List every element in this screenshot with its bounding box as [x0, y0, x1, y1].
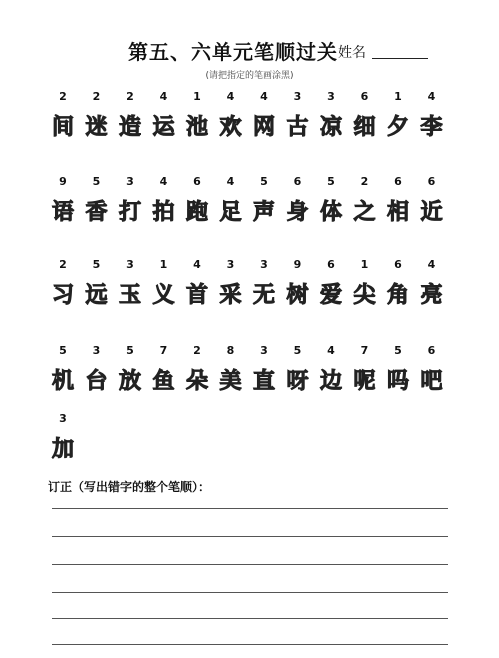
- stroke-number: 5: [327, 175, 335, 188]
- hollow-character[interactable]: 呀: [286, 369, 309, 394]
- stroke-number: 9: [59, 175, 67, 188]
- hollow-character[interactable]: 拍: [152, 200, 175, 225]
- stroke-number: 6: [293, 175, 302, 188]
- stroke-number: 6: [427, 175, 436, 188]
- hollow-character[interactable]: 首: [185, 283, 208, 308]
- hollow-character[interactable]: 树: [286, 283, 309, 308]
- instruction-subtitle: (请把指定的笔画涂黑): [205, 71, 294, 81]
- hollow-character[interactable]: 细: [353, 115, 376, 140]
- hollow-character[interactable]: 玉: [118, 283, 141, 308]
- stroke-number: 6: [394, 175, 402, 188]
- answer-line[interactable]: [52, 564, 448, 565]
- stroke-number: 3: [327, 90, 335, 103]
- stroke-number: 8: [226, 344, 235, 357]
- answer-line[interactable]: [52, 644, 448, 645]
- grid-row: [48, 175, 448, 235]
- stroke-number: 4: [159, 90, 168, 103]
- grid-row: [48, 344, 448, 404]
- stroke-number: 5: [126, 344, 134, 357]
- hollow-character[interactable]: 香: [85, 200, 108, 225]
- hollow-character[interactable]: 放: [118, 369, 141, 394]
- stroke-number: 1: [394, 90, 402, 103]
- stroke-number: 5: [394, 344, 402, 357]
- stroke-number: 3: [126, 258, 134, 271]
- correction-label: 订正（写出错字的整个笔顺）：: [48, 480, 211, 494]
- stroke-number: 6: [193, 175, 201, 188]
- hollow-character[interactable]: 呢: [353, 369, 376, 394]
- stroke-number: 4: [193, 258, 201, 271]
- stroke-number: 5: [92, 258, 101, 271]
- stroke-number: 5: [92, 175, 101, 188]
- hollow-character[interactable]: 之: [353, 200, 376, 225]
- hollow-character[interactable]: 无: [252, 283, 275, 308]
- hollow-character[interactable]: 台: [85, 369, 108, 394]
- hollow-character[interactable]: 间: [51, 115, 74, 140]
- answer-line[interactable]: [52, 592, 448, 593]
- stroke-number: 6: [427, 344, 436, 357]
- stroke-number: 7: [360, 344, 369, 357]
- hollow-character[interactable]: 打: [118, 200, 141, 225]
- hollow-character[interactable]: 远: [85, 283, 108, 308]
- hollow-character[interactable]: 造: [118, 115, 141, 140]
- hollow-character[interactable]: 体: [319, 200, 342, 225]
- grid-row: [48, 258, 448, 318]
- hollow-character[interactable]: 吧: [420, 369, 443, 394]
- hollow-character[interactable]: 欢: [219, 115, 242, 140]
- stroke-number: 3: [126, 175, 134, 188]
- hollow-character[interactable]: 声: [252, 200, 275, 225]
- hollow-character[interactable]: 亮: [420, 283, 443, 308]
- stroke-number: 2: [360, 175, 369, 188]
- stroke-number: 5: [260, 175, 268, 188]
- hollow-character[interactable]: 采: [219, 283, 242, 308]
- stroke-number: 3: [260, 258, 268, 271]
- hollow-character[interactable]: 语: [51, 200, 74, 225]
- page-title: 第五、六单元笔顺过关: [128, 40, 338, 64]
- hollow-character[interactable]: 凉: [319, 115, 342, 140]
- stroke-number: 2: [126, 90, 134, 103]
- stroke-number: 5: [59, 344, 67, 357]
- hollow-character[interactable]: 鱼: [152, 369, 175, 394]
- stroke-number: 4: [226, 90, 235, 103]
- hollow-character[interactable]: 边: [319, 369, 342, 394]
- hollow-character[interactable]: 相: [386, 200, 409, 225]
- name-label: 姓名: [338, 45, 366, 61]
- stroke-number: 3: [260, 344, 268, 357]
- hollow-character[interactable]: 角: [386, 283, 409, 308]
- answer-line[interactable]: [52, 618, 448, 619]
- hollow-character[interactable]: 尖: [353, 283, 376, 308]
- stroke-number: 6: [327, 258, 335, 271]
- stroke-number: 5: [293, 344, 302, 357]
- answer-line[interactable]: [52, 536, 448, 537]
- hollow-character[interactable]: 身: [286, 200, 309, 225]
- stroke-number: 2: [193, 344, 201, 357]
- hollow-character[interactable]: 爱: [319, 283, 342, 308]
- stroke-number: 6: [394, 258, 402, 271]
- stroke-number: 2: [59, 258, 67, 271]
- stroke-number: 1: [159, 258, 168, 271]
- stroke-number: 4: [260, 90, 268, 103]
- hollow-character[interactable]: 夕: [386, 115, 409, 140]
- stroke-number: 4: [159, 175, 168, 188]
- hollow-character[interactable]: 直: [252, 369, 275, 394]
- hollow-character[interactable]: 近: [420, 200, 443, 225]
- stroke-number: 1: [193, 90, 201, 103]
- stroke-number: 3: [92, 344, 101, 357]
- hollow-character[interactable]: 迷: [85, 115, 108, 140]
- answer-line[interactable]: [52, 508, 448, 509]
- stroke-number: 4: [226, 175, 235, 188]
- hollow-character[interactable]: 朵: [185, 369, 208, 394]
- hollow-character[interactable]: 运: [152, 115, 175, 140]
- hollow-character[interactable]: 机: [51, 369, 74, 394]
- hollow-character[interactable]: 加: [51, 437, 74, 462]
- stroke-number: 3: [226, 258, 235, 271]
- grid-row: [48, 412, 448, 472]
- hollow-character[interactable]: 网: [252, 115, 275, 140]
- hollow-character[interactable]: 美: [219, 369, 242, 394]
- name-field-line[interactable]: [372, 58, 428, 59]
- hollow-character[interactable]: 义: [152, 283, 175, 308]
- stroke-number: 6: [360, 90, 369, 103]
- stroke-number: 7: [159, 344, 168, 357]
- hollow-character[interactable]: 习: [51, 283, 74, 308]
- hollow-character[interactable]: 足: [219, 200, 242, 225]
- stroke-number: 3: [293, 90, 302, 103]
- grid-row: [48, 90, 448, 150]
- stroke-number: 2: [92, 90, 101, 103]
- stroke-number: 4: [327, 344, 335, 357]
- stroke-number: 3: [59, 412, 67, 425]
- stroke-number: 2: [59, 90, 67, 103]
- hollow-character[interactable]: 古: [286, 115, 309, 140]
- hollow-character[interactable]: 吗: [386, 369, 409, 394]
- stroke-number: 1: [360, 258, 369, 271]
- stroke-number: 4: [427, 258, 436, 271]
- stroke-number: 9: [293, 258, 302, 271]
- hollow-character[interactable]: 池: [185, 115, 208, 140]
- hollow-character[interactable]: 李: [420, 115, 443, 140]
- stroke-number: 4: [427, 90, 436, 103]
- hollow-character[interactable]: 跑: [185, 200, 208, 225]
